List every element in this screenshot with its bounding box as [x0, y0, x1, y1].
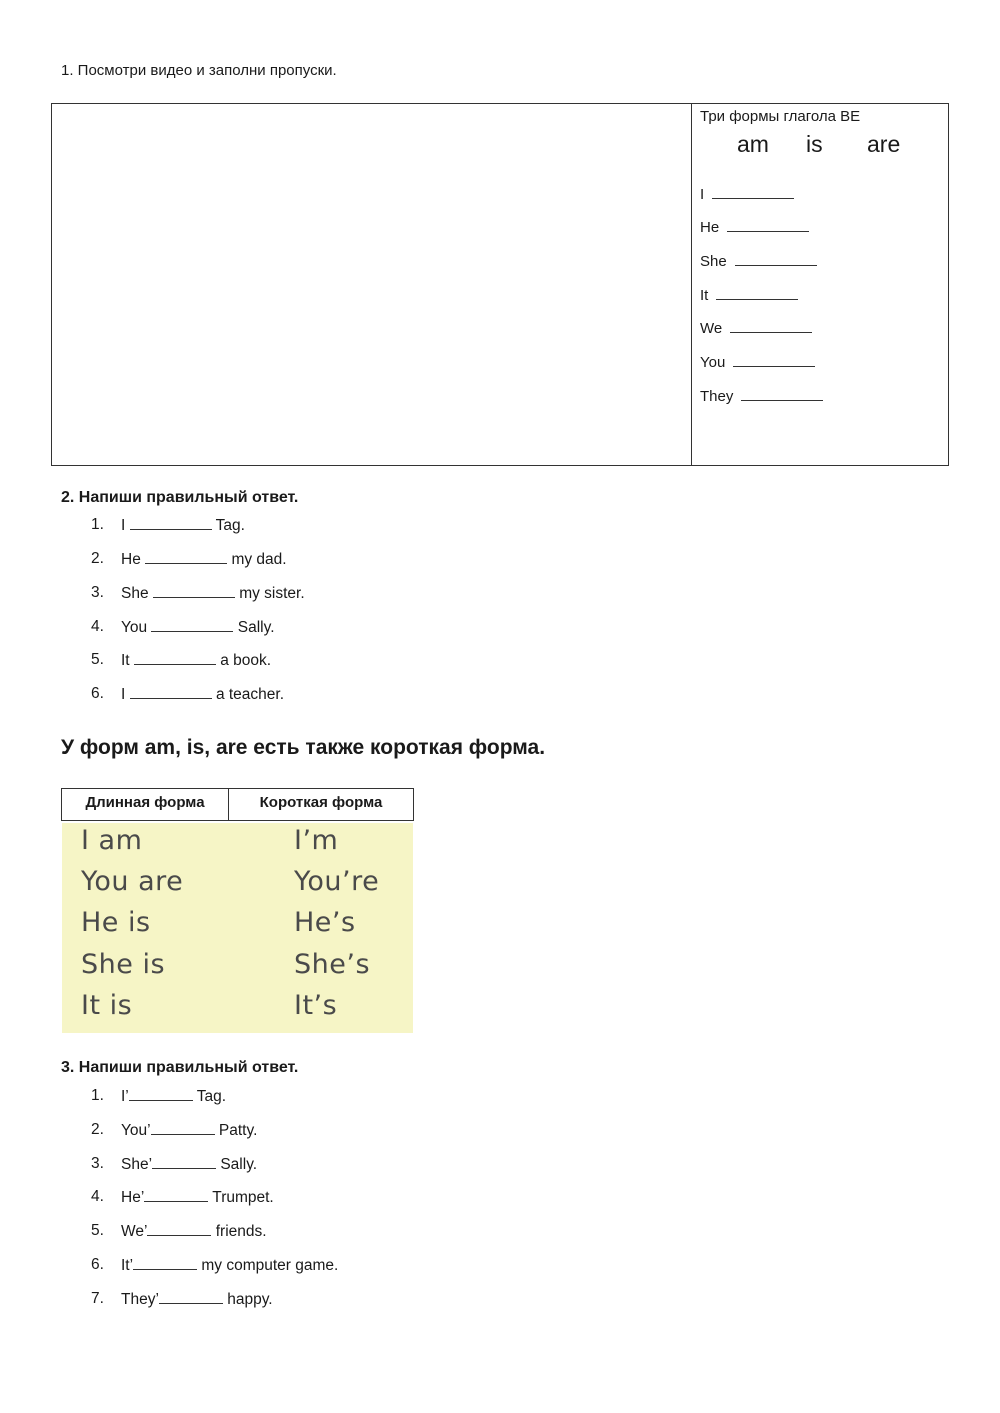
- answer-blank[interactable]: [735, 253, 817, 266]
- pronoun-label: We: [700, 320, 723, 337]
- answer-blank[interactable]: [152, 1155, 216, 1169]
- task3-heading: 3. Напиши правильный ответ.: [61, 1059, 299, 1076]
- item-subject: She’: [121, 1156, 153, 1173]
- item-number: 2.: [91, 1121, 104, 1138]
- item-number: 6.: [91, 1256, 104, 1273]
- short-form: She’s: [294, 949, 371, 980]
- item-subject: I: [121, 686, 126, 703]
- item-subject: We’: [121, 1223, 148, 1240]
- item-number: 4.: [91, 1188, 104, 1205]
- pronoun-row: [700, 320, 812, 337]
- pronoun-row: [700, 287, 798, 304]
- be-title: Три формы глагола BE: [700, 108, 861, 125]
- answer-blank[interactable]: [730, 320, 812, 333]
- item-rest: a teacher.: [215, 686, 285, 703]
- short-form: It’s: [294, 990, 338, 1021]
- forms-table-image: [62, 823, 413, 1033]
- task1-instruction: 1. Посмотри видео и заполни пропуски.: [61, 62, 337, 79]
- item-subject: You’: [121, 1122, 151, 1139]
- item-number: 2.: [91, 550, 104, 567]
- item-subject: He’: [121, 1189, 145, 1206]
- pronoun-label: They: [700, 388, 734, 405]
- task2-heading: 2. Напиши правильный ответ.: [61, 489, 299, 506]
- item-number: 4.: [91, 618, 104, 635]
- item-number: 5.: [91, 651, 104, 668]
- pronoun-label: It: [700, 287, 709, 304]
- pronoun-row: [700, 186, 794, 203]
- item-number: 3.: [91, 584, 104, 601]
- pronoun-label: He: [700, 219, 720, 236]
- answer-blank[interactable]: [741, 388, 823, 401]
- item-rest: my sister.: [239, 585, 305, 602]
- answer-blank[interactable]: [733, 354, 815, 367]
- item-number: 5.: [91, 1222, 104, 1239]
- short-forms-heading: У форм am, is, are есть также короткая форма.: [61, 736, 546, 759]
- item-rest: my computer game.: [201, 1257, 339, 1274]
- column-long-form: Длинная форма: [85, 794, 205, 811]
- item-rest: friends.: [215, 1223, 267, 1240]
- item-number: 1.: [91, 516, 104, 533]
- answer-blank[interactable]: [712, 186, 794, 199]
- item-number: 7.: [91, 1290, 104, 1307]
- pronoun-row: [700, 354, 815, 371]
- item-subject: She: [121, 585, 149, 602]
- item-subject: He: [121, 551, 141, 568]
- item-subject: It: [121, 652, 130, 669]
- item-rest: my dad.: [231, 551, 287, 568]
- answer-blank[interactable]: [129, 1087, 193, 1101]
- item-number: 3.: [91, 1155, 104, 1172]
- item-rest: Sally.: [237, 619, 275, 636]
- item-rest: Tag.: [196, 1088, 227, 1105]
- answer-blank[interactable]: [153, 584, 235, 598]
- pronoun-label: She: [700, 253, 727, 270]
- short-form: You’re: [294, 866, 380, 897]
- be-form-is: is: [806, 131, 823, 157]
- answer-blank[interactable]: [144, 1188, 208, 1202]
- long-form: You are: [81, 866, 184, 897]
- answer-blank[interactable]: [130, 516, 212, 530]
- answer-blank[interactable]: [151, 1121, 215, 1135]
- pronoun-row: [700, 253, 817, 270]
- answer-blank[interactable]: [133, 1256, 197, 1270]
- long-form: It is: [81, 990, 133, 1021]
- item-rest: Sally.: [220, 1156, 258, 1173]
- answer-blank[interactable]: [151, 618, 233, 632]
- forms-table-header: [61, 788, 414, 821]
- item-subject: It’: [121, 1257, 134, 1274]
- answer-blank[interactable]: [145, 550, 227, 564]
- answer-blank[interactable]: [130, 685, 212, 699]
- item-rest: Patty.: [218, 1122, 258, 1139]
- item-rest: a book.: [220, 652, 272, 669]
- item-number: 1.: [91, 1087, 104, 1104]
- long-form: I am: [81, 825, 143, 856]
- long-form: He is: [81, 907, 151, 938]
- long-form: She is: [81, 949, 166, 980]
- item-rest: Trumpet.: [212, 1189, 274, 1206]
- item-subject: I: [121, 517, 126, 534]
- pronoun-label: I: [700, 186, 705, 203]
- item-rest: happy.: [227, 1291, 273, 1308]
- be-form-are: are: [867, 131, 901, 157]
- answer-blank[interactable]: [147, 1222, 211, 1236]
- item-subject: They’: [121, 1291, 159, 1308]
- answer-blank[interactable]: [134, 651, 216, 665]
- item-rest: Tag.: [215, 517, 245, 534]
- be-forms-panel: [691, 104, 948, 465]
- short-form: I’m: [294, 825, 339, 856]
- video-and-be-box: [51, 103, 949, 466]
- answer-blank[interactable]: [159, 1290, 223, 1304]
- pronoun-row: [700, 219, 809, 236]
- item-subject: I’: [121, 1088, 129, 1105]
- be-form-am: am: [737, 131, 769, 157]
- item-number: 6.: [91, 685, 104, 702]
- answer-blank[interactable]: [727, 219, 809, 232]
- answer-blank[interactable]: [716, 287, 798, 300]
- video-placeholder: [52, 104, 691, 465]
- item-subject: You: [121, 619, 148, 636]
- column-short-form: Короткая форма: [259, 794, 383, 811]
- pronoun-label: You: [700, 354, 726, 371]
- pronoun-row: [700, 388, 823, 405]
- short-form: He’s: [294, 907, 356, 938]
